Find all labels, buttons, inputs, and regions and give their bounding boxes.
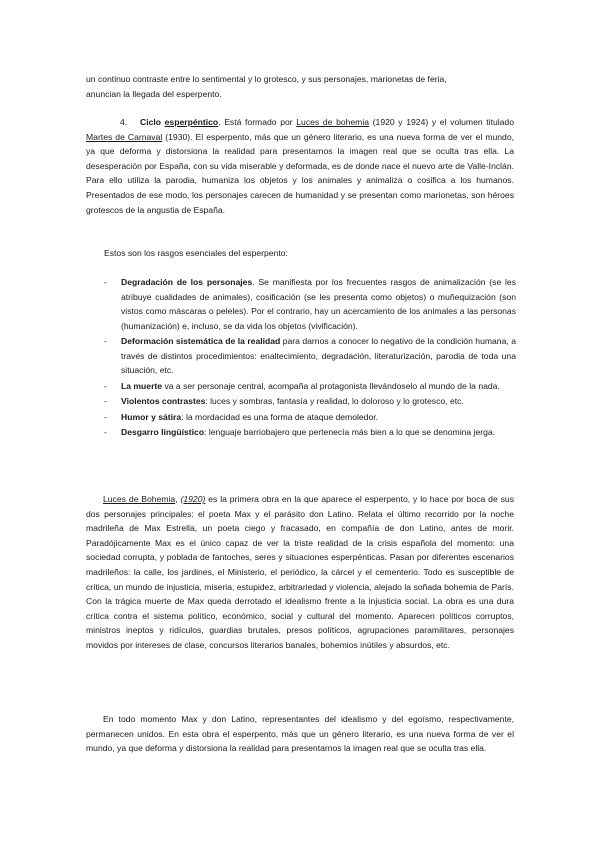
closing-paragraph: [86, 712, 514, 756]
list-item-term: Desgarro lingüístico: [121, 427, 205, 438]
ciclo-text-2: (1920 y 1924) y el volumen titulado: [369, 117, 514, 127]
list-item-text: para darnos a conocer lo negativo de la condición humana, a través de distintos procedimientos: enaltecimiento, degradación, literaturización, parodia de toda una situación, etc.: [121, 336, 516, 376]
rasgos-intro: Estos son los rasgos esenciales del esperpento:: [104, 248, 288, 258]
list-item: - La muerte va a ser personaje central, acompaña al protagonista llevándoselo al mundo de la nada.: [104, 380, 500, 391]
closing-text: En todo momento Max y don Latino, representantes del idealismo y del egoísmo, respectivamente, permanecen unidos. En esta obra el esperpento, más que un género literario, es una nueva forma de ver el mundo, ya que deforma y distorsiona la realidad para presentarnos la imagen real que se oculta tras ella.: [86, 714, 514, 754]
work-year: (1920): [180, 494, 206, 504]
list-item-term: Deformación sistemática de la realidad: [121, 336, 281, 347]
list-item: - Violentos contrastes: luces y sombras, fantasía y realidad, lo doloroso y lo grotesco, etc.: [104, 396, 464, 407]
list-item: - Humor y sátira: la mordacidad es una forma de ataque demoledor.: [104, 411, 379, 422]
list-item-term: La muerte: [121, 380, 163, 391]
luces-paragraph: Luces de Bohemia, (1920) es la primera obra en la que aparece el esperpento, y lo hace por boca de sus dos personajes principales: el poeta Max y el parásito don Latino. Relata el último recorrido por la noche madrileña de Max Estrella, un poeta ciego y fracasado, en compañía de don Latino, antes de morir. Paradójicamente Max es el único capaz de ver la triste realidad de la crisis española del momento: una sociedad corrupta, y poblada de fantoches, seres y situaciones esperpénticas. Pasan por diferentes escenarios madrileños: la calle, los jardines, el Ministerio, el periódico, la cárcel y el cementerio. Todo es susceptible de crítica, un mundo de injusticia, miseria, estupidez, arbitrariedad y violencia, alejado la soñada bohemia de París. Con la trágica muerte de Max queda derrotado el idealismo frente a la injusticia social. La obra es una dura crítica contra el sistema político, económico, social y cultural del momento. Aparecen políticos corruptos, ministros ineptos y ridículos, guardias brutales, presos políticos, agrupaciones paramilitares, personajes movidos por intereses de clase, concursos literarios banales, bohemios inútiles y absurdos, etc.: [86, 494, 515, 650]
rasgos-list: [104, 275, 516, 441]
list-item-text: : la mordacidad es una forma de ataque demoledor.: [181, 411, 379, 422]
list-item-text: : lenguaje barriobajero que pertenecía más bien a lo que se denomina jerga.: [204, 427, 496, 438]
work-title: Luces de bohemia: [296, 117, 370, 127]
luces-text: es la primera obra en la que aparece el esperpento, y lo hace por boca de sus dos personajes principales: el poeta Max y el parásito don Latino. Relata el último recorrido por la noche madrileña de Max Estrella, un poeta ciego y fracasado, en compañía de don Latino, antes de morir. Paradójicamente Max es el único capaz de ver la triste realidad de la crisis española del momento: una sociedad corrupta, y poblada de fantoches, seres y situaciones esperpénticas. Pasan por diferentes escenarios madrileños: la calle, los jardines, el Ministerio, el periódico, la cárcel y el cementerio. Todo es susceptible de crítica, un mundo de injusticia, miseria, estupidez, arbitrariedad y violencia, alejado la soñada bohemia de París. Con la trágica muerte de Max queda derrotado el idealismo frente a la injusticia social. La obra es una dura crítica contra el sistema político, económico, social y cultural del momento. Aparecen políticos corruptos, ministros ineptos y ridículos, guardias brutales, presos políticos, agrupaciones paramilitares, personajes movidos por intereses de clase, concursos literarios banales, bohemios inútiles y absurdos, etc.: [86, 494, 515, 650]
section-title-lead: Ciclo: [140, 117, 165, 127]
work-title: Luces de Bohemia: [103, 494, 176, 504]
section-number: 4.: [120, 117, 128, 127]
intro-paragraph: [86, 72, 514, 101]
list-item: - Deformación sistemática de la realidad para darnos a conocer lo negativo de la condición humana, a través de distintos procedimientos: enaltecimiento, degradación, literaturización, parodia de toda una situación, etc.: [104, 336, 516, 376]
list-item-text: . Se manifiesta por los frecuentes rasgos de animalización (se les atribuye cualidades de animales), cosificación (se les presenta como objetos) o muñequización (son vistos como máscaras o peleles). Por el contrario, hay un acercamiento de los animales a las personas (humanización) e, incluso, se da vida los objetos (vivificación).: [121, 277, 516, 331]
list-item-text: : luces y sombras, fantasía y realidad, lo doloroso y lo grotesco, etc.: [205, 396, 464, 407]
list-item-term: Humor y sátira: [121, 411, 182, 422]
list-item-term: Degradación de los personajes: [121, 277, 253, 287]
intro-line: un continuo contraste entre lo sentimental y lo grotesco, y sus personajes, marionetas de feria,: [86, 74, 447, 84]
work-title: Martes de Carnaval: [86, 131, 163, 142]
ciclo-text-3: (1930). El esperpento, más que un género literario, es una nueva forma de ver el mundo, ya que deforma y distorsiona la realidad para presentarnos la imagen real que se oculta tras ella. La desesperación por España, con su vida miserable y deformada, es de donde nace el nuevo arte de Valle-Inclán. Para ello utiliza la parodia, humaniza los objetos y los animales y animaliza o cosifica a los humanos. Presentados de ese modo, los personajes carecen de humanidad y se presentan como marionetas, son héroes grotescos de la angustia de España.: [86, 131, 514, 215]
intro-line: anuncian la llegada del esperpento.: [86, 88, 222, 99]
list-item: - Desgarro lingüístico: lenguaje barriobajero que pertenecía más bien a lo que se denomina jerga.: [104, 427, 496, 438]
section-title: esperpéntico: [164, 117, 219, 127]
ciclo-paragraph: [86, 115, 514, 217]
list-item-text: va a ser personaje central, acompaña al protagonista llevándoselo al mundo de la nada.: [162, 380, 500, 391]
list-item: - Degradación de los personajes. Se manifiesta por los frecuentes rasgos de animalización (se les atribuye cualidades de animales), cosificación (se les presenta como objetos) o muñequización (son vistos como máscaras o peleles). Por el contrario, hay un acercamiento de los animales a las personas (humanización) e, incluso, se da vida los objetos (vivificación).: [104, 277, 516, 331]
list-item-term: Violentos contrastes: [121, 396, 206, 407]
ciclo-text-1: . Está formado por: [218, 117, 297, 127]
